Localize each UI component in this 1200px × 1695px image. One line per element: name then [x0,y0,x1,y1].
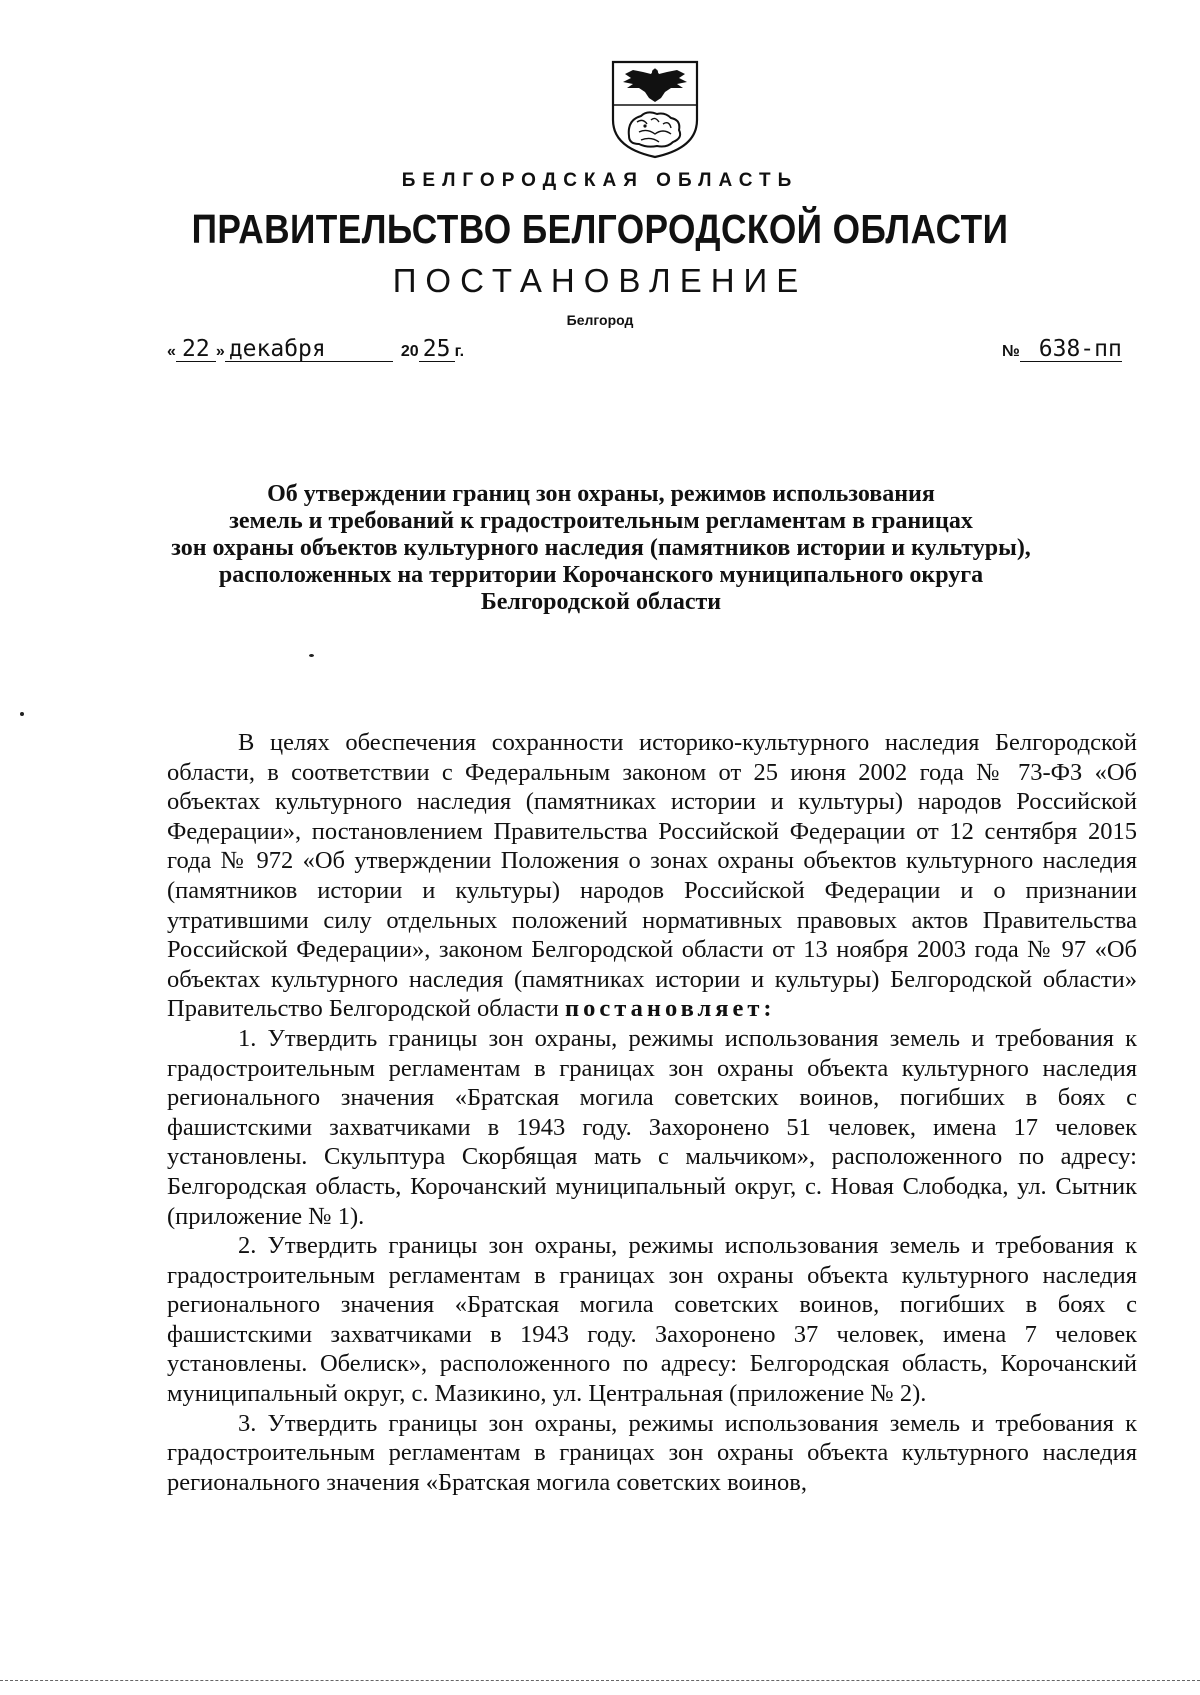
decree-date [167,337,464,362]
title-line: расположенных на территории Корочанского муниципального округа [218,562,984,588]
title-line: Белгородской области [480,589,722,615]
date-year-suffix: г. [454,343,465,360]
decree-title [120,481,1082,616]
scan-speck [20,712,24,716]
number-label: № [1002,343,1020,360]
page-bottom-edge [0,1680,1200,1681]
date-year: 25 [419,337,455,362]
decree-item: 3. Утвердить границы зон охраны, режимы использования земель и требования к градостроительным регламентам в границах зон охраны объекта культурного наследия регионального значения «Братская могила советских воинов, [167,1409,1137,1496]
decree-body [167,728,1137,1497]
date-open-quote: « [167,343,176,360]
title-line: Об утверждении границ зон охраны, режимов использования [267,481,935,507]
city-name: Белгород [566,312,634,328]
document-type: ПОСТАНОВЛЕНИЕ [392,262,808,299]
decree-item: 2. Утвердить границы зон охраны, режимы использования земель и требования к градостроительным регламентам в границах зон охраны объекта культурного наследия регионального значения «Братская могила советских воинов, погибших в боях с фашистскими захватчиками в 1943 году. Захоронено 37 человек, имена 7 человек установлены. Обелиск», расположенного по адресу: Белгородская область, Корочанский муниципальный округ, с. Мазикино, ул. Центральная (приложение № 2). [167,1232,1137,1408]
date-month: декабря [225,337,393,362]
decree-word: постановляет: [565,995,776,1023]
number-value: 638-пп [1020,337,1122,362]
title-line: земель и требований к градостроительным регламентам в границах [229,508,973,534]
preamble-paragraph [167,728,1137,1024]
decree-number [1002,337,1122,362]
date-century: 20 [400,343,419,360]
belgorod-coat-of-arms-icon [607,58,703,160]
decree-item: 1. Утвердить границы зон охраны, режимы использования земель и требования к градостроительным регламентам в границах зон охраны объекта культурного наследия регионального значения «Братская могила советских воинов, погибших в боях с фашистскими захватчиками в 1943 году. Захоронено 51 человек, имена 17 человек установлены. Скульптура Скорбящая мать с мальчиком», расположенного по адресу: Белгородская область, Корочанский муниципальный округ, с. Новая Слободка, ул. Сытник (приложение № 1). [167,1024,1137,1230]
preamble-text: В целях обеспечения сохранности историко-культурного наследия Белгородской области, в соответствии с Федеральным законом от 25 июня 2002 года № 73-ФЗ «Об объектах культурного наследия (памятниках истории и культуры) народов Российской Федерации», постановлением Правительства Российской Федерации от 12 сентября 2015 года № 972 «Об утверждении Положения о зонах охраны объектов культурного наследия (памятников истории и культуры) народов Российской Федерации и о признании утратившими силу отдельных положений нормативных правовых актов Правительства Российской Федерации», законом Белгородской области от 13 ноября 2003 года № 97 «Об объектах культурного наследия (памятниках истории и культуры) Белгородской области» Правительство Белгородской области [167,729,1137,1023]
date-close-quote: » [215,343,225,360]
government-name: ПРАВИТЕЛЬСТВО БЕЛГОРОДСКОЙ ОБЛАСТИ [191,206,1009,252]
date-day: 22 [176,337,216,362]
region-name: БЕЛГОРОДСКАЯ ОБЛАСТЬ [401,170,799,191]
title-line: зон охраны объектов культурного наследия (памятников истории и культуры), [171,535,1031,561]
scan-speck [309,654,314,657]
